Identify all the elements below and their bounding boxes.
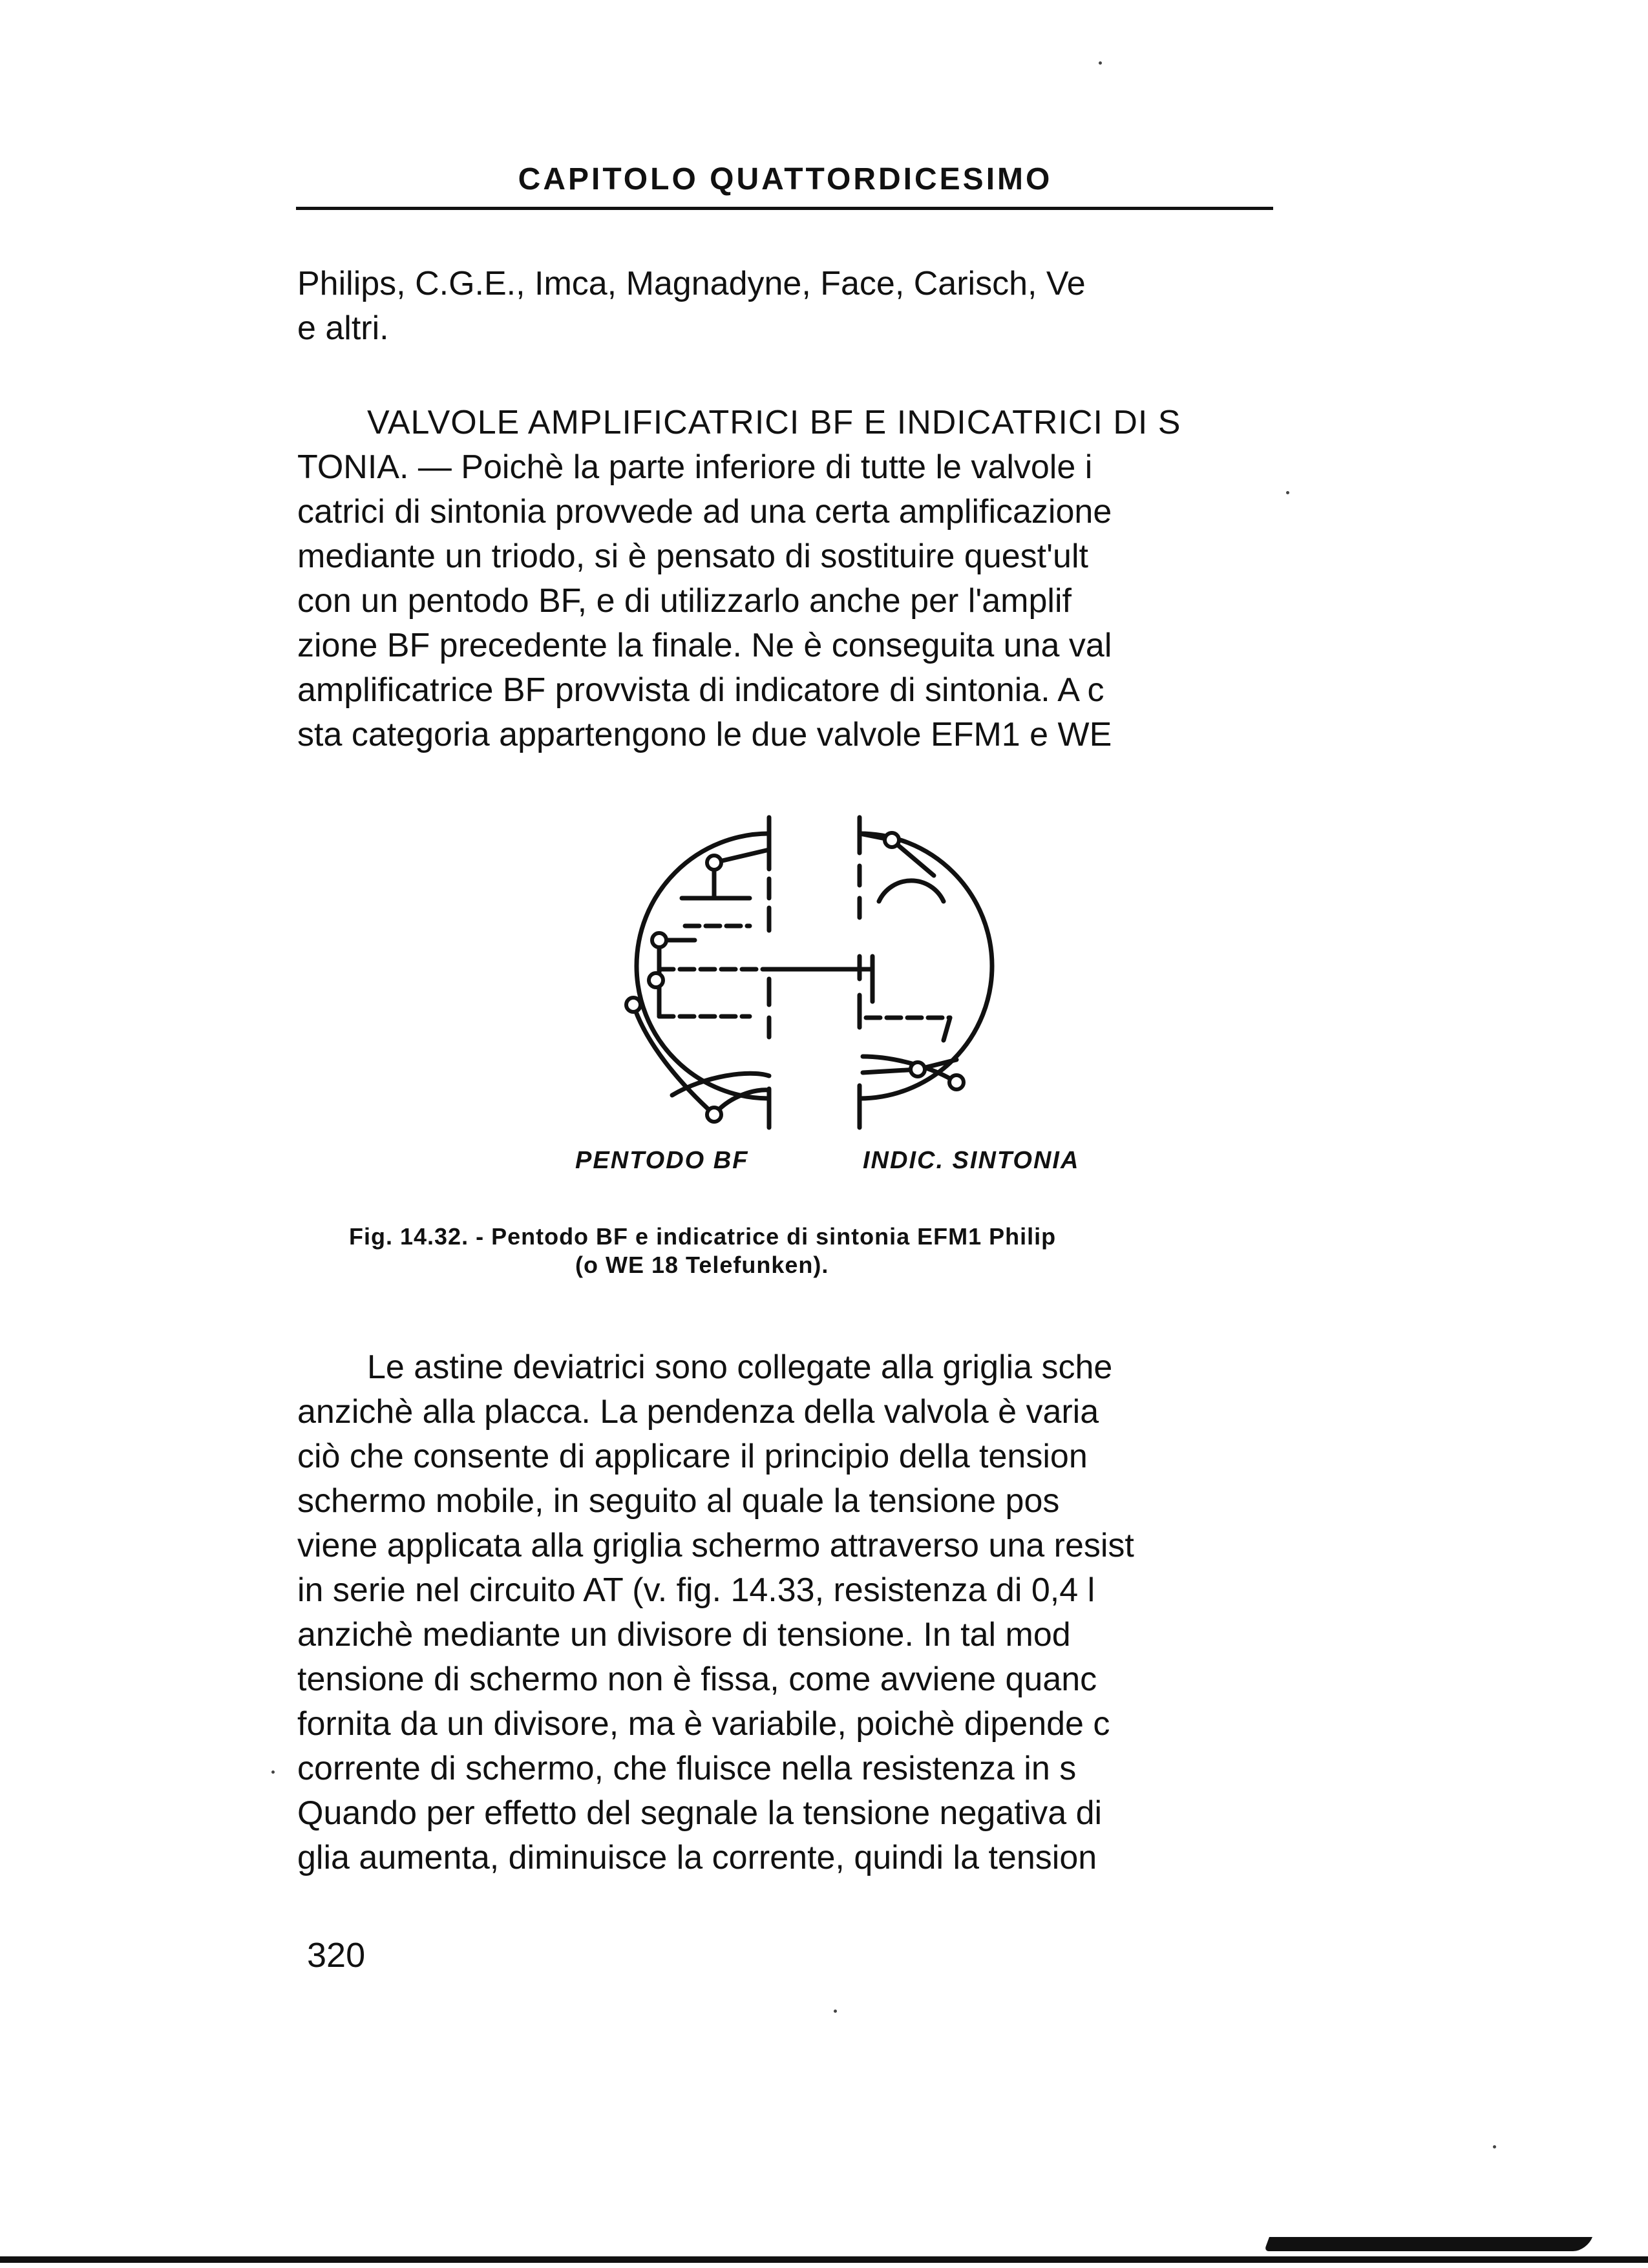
indicator-target [879, 881, 944, 901]
text-line: viene applicata alla griglia schermo attraverso una resist [297, 1527, 1134, 1564]
text-line: e altri. [297, 310, 389, 347]
text-line: sta categoria appartengono le due valvole EFM1 e WE [297, 716, 1112, 753]
caption-line: Fig. 14.32. - Pentodo BF e indicatrice di sintonia EFM1 Philip [349, 1223, 1057, 1250]
text-line: in serie nel circuito AT (v. fig. 14.33, resistenza di 0,4 l [297, 1571, 1095, 1609]
figure-caption [349, 1223, 1280, 1279]
text-line: con un pentodo BF, e di utilizzarlo anche per l'amplif [297, 582, 1072, 620]
body-paragraph [297, 1345, 1273, 1880]
text-line: corrente di schermo, che fluisce nella resistenza in s [297, 1750, 1077, 1787]
text-line: Quando per effetto del segnale la tensione negativa di [297, 1794, 1103, 1832]
text-line: Le astine deviatrici sono collegate alla griglia sche [367, 1349, 1113, 1386]
section-paragraph [297, 401, 1273, 757]
scan-edge-smudge [1264, 2237, 1592, 2251]
pin-node [707, 856, 721, 870]
chapter-header: CAPITOLO QUATTORDICESIMO [518, 162, 1053, 196]
scan-speck [1099, 61, 1102, 65]
text-line: mediante un triodo, si è pensato di sostituire quest'ult [297, 538, 1088, 575]
text-line: TONIA. — Poichè la parte inferiore di tutte le valvole i [297, 448, 1093, 486]
pin-node [911, 1062, 925, 1076]
label-pentodo-bf: PENTODO BF [575, 1147, 749, 1174]
scan-bottom-edge [0, 2256, 1648, 2263]
pin-node [885, 833, 899, 847]
text-line: glia aumenta, diminuisce la corrente, quindi la tension [297, 1839, 1097, 1876]
text-line: schermo mobile, in seguito al quale la tensione pos [297, 1482, 1060, 1520]
valve-diagram-figure [556, 811, 1086, 1231]
text-line: anzichè mediante un divisore di tensione. In tal mod [297, 1616, 1071, 1654]
pin-node [707, 1108, 721, 1122]
pin-node [652, 933, 666, 947]
text-line: catrici di sintonia provvede ad una certa amplificazione [297, 493, 1112, 530]
text-line: zione BF precedente la finale. Ne è conseguita una val [297, 627, 1112, 664]
scan-speck [1286, 491, 1289, 494]
text-line: fornita da un divisore, ma è variabile, poichè dipende c [297, 1705, 1110, 1743]
text-line: Philips, C.G.E., Imca, Magnadyne, Face, Carisch, Ve [297, 265, 1086, 302]
text-line: amplificatrice BF provvista di indicatore di sintonia. A c [297, 671, 1104, 709]
page-number: 320 [307, 1936, 366, 1975]
pin-node [649, 973, 663, 987]
label-indic-sintonia: INDIC. SINTONIA [863, 1147, 1080, 1174]
caption-line: (o WE 18 Telefunken). [575, 1252, 829, 1278]
section-heading-line: VALVOLE AMPLIFICATRICI BF E INDICATRICI DI S [367, 404, 1181, 441]
scan-speck [1493, 2145, 1496, 2148]
intro-paragraph [297, 262, 1273, 351]
pin-node [949, 1075, 964, 1089]
pin-node [626, 998, 640, 1012]
envelope-left-arc [637, 834, 769, 1098]
text-line: ciò che consente di applicare il principio della tension [297, 1438, 1088, 1475]
header-rule [296, 207, 1273, 210]
text-line: anzichè alla placca. La pendenza della valvola è varia [297, 1393, 1099, 1431]
text-line: tensione di schermo non è fissa, come avviene quanc [297, 1661, 1097, 1698]
scan-speck [834, 2010, 837, 2013]
scan-speck [271, 1770, 275, 1774]
